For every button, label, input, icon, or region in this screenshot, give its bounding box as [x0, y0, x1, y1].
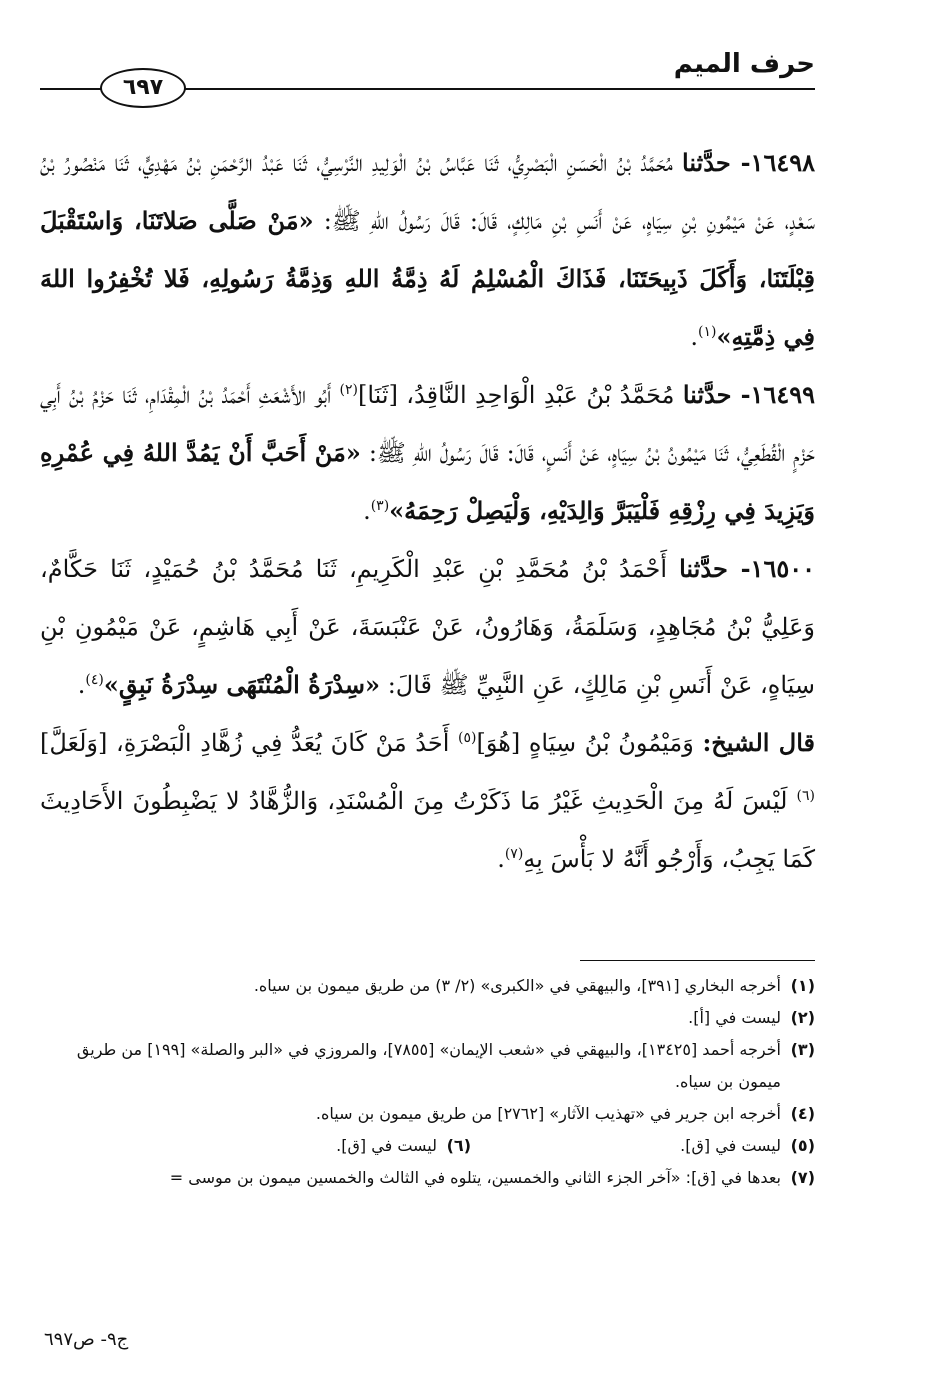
footnote-row	[40, 1130, 815, 1162]
page-header	[40, 40, 815, 110]
footnote-marker: (٣)	[370, 498, 390, 514]
footnote-text: بعدها في [ق]: «آخر الجزء الثاني والخمسين، يتلوه في الثالث والخمسين ميمون بن موسى =	[169, 1168, 781, 1187]
footnote-text: ليست في [ق].	[680, 1136, 781, 1155]
main-text	[40, 134, 815, 888]
footnotes	[40, 970, 815, 1194]
isnad-text: مُحَمَّدُ بْنُ الْحَسَنِ الْبَصْرِيُّ، ثَنَا عَبَّاسُ بْنُ الْوَلِيدِ النَّرْسِيُّ، ثَنَا عَبْدُ الرَّحْمَنِ بْنُ مَهْدِيٍّ، ثَنَا مَنْصُورُ بْنُ سَعْدٍ، عَنْ مَيْمُونِ بْنِ سِيَاهٍ، عَنْ أَنَسِ بْنِ مَالِكٍ، قَالَ: قَالَ رَسُولُ اللهِ ﷺ:	[40, 149, 816, 235]
hadith-number: ١٦٤٩٨	[750, 148, 815, 177]
footnote-number: (٥)	[790, 1136, 815, 1155]
footnote-marker: (٧)	[504, 846, 524, 862]
page-number: ٦٩٧	[100, 68, 186, 108]
volume-page-reference: ج٩- ص٦٩٧	[44, 1329, 129, 1350]
matn-text: «سِدْرَةُ الْمُنْتَهَى سِدْرَةُ نَبِقٍ»	[103, 670, 381, 699]
hadith-keyword: حدَّثنا	[682, 380, 732, 409]
footnote-5	[471, 1130, 815, 1162]
isnad-text: أَبُو الأَشْعَثِ أَحْمَدُ بْنُ الْمِقْدَامِ، ثَنَا حَزْمُ بْنُ أَبِي حَزْمٍ الْقُطَعِيُّ، ثَنَا مَيْمُونُ بْنُ سِيَاهٍ، عَنْ أَنَسٍ، قَالَ: قَالَ رَسُولُ اللهِ ﷺ:	[40, 381, 815, 467]
footnote-number: (٣)	[790, 1040, 815, 1059]
footnote-number: (١)	[790, 976, 815, 995]
footnote-7	[40, 1162, 815, 1194]
hadith-number: ١٦٥٠٠	[750, 554, 815, 583]
matn-text: «مَنْ صَلَّى صَلاتَنَا، وَاسْتَقْبَلَ قِبْلَتَنَا، وَأَكَلَ ذَبِيحَتَنَا، فَذَاكَ الْمُسْلِمُ لَهُ ذِمَّةُ اللهِ وَذِمَّةُ رَسُولِهِ، فَلا تُخْفِرُوا اللهَ فِي ذِمَّتِهِ»	[40, 206, 815, 351]
footnote-marker: (١)	[698, 324, 717, 340]
footnote-4	[40, 1098, 815, 1130]
hadith-keyword: حدَّثنا	[682, 148, 731, 177]
footnote-marker: (٦)	[796, 788, 815, 804]
matn-text: «مَنْ أَحَبَّ أَنْ يَمُدَّ اللهُ فِي عُمْرِهِ وَيَزِيدَ فِي رِزْقِهِ فَلْيَبَرَّ وَالِدَيْهِ، وَلْيَصِلْ رَحِمَهُ»	[40, 438, 815, 525]
footnote-6	[127, 1130, 471, 1162]
hadith-number: ١٦٤٩٩	[750, 380, 815, 409]
footnote-2	[40, 1002, 815, 1034]
footnote-3	[40, 1034, 815, 1098]
hadith-16498: ١٦٤٩٨- حدَّثنا مُحَمَّدُ بْنُ الْحَسَنِ الْبَصْرِيُّ، ثَنَا عَبَّاسُ بْنُ الْوَلِيدِ النَّرْسِيُّ، ثَنَا عَبْدُ الرَّحْمَنِ بْنُ مَهْدِيٍّ، ثَنَا مَنْصُورُ بْنُ سَعْدٍ، عَنْ مَيْمُونِ بْنِ سِيَاهٍ، عَنْ أَنَسِ بْنِ مَالِكٍ، قَالَ: قَالَ رَسُولُ اللهِ ﷺ: «مَنْ صَلَّى صَلاتَنَا، وَاسْتَقْبَلَ قِبْلَتَنَا، وَأَكَلَ ذَبِيحَتَنَا، فَذَاكَ الْمُسْلِمُ لَهُ ذِمَّةُ اللهِ وَذِمَّةُ رَسُولِهِ، فَلا تُخْفِرُوا اللهَ فِي ذِمَّتِهِ»$^{(١)}$.	[40, 148, 816, 351]
isnad-text: أَحْمَدُ بْنُ مُحَمَّدِ بْنِ عَبْدِ الْكَرِيمِ، ثَنَا مُحَمَّدُ بْنُ حُمَيْدٍ، ثَنَا حَكَّامٌ، وَعَلِيُّ بْنُ مُجَاهِدٍ، وَسَلَمَةُ، وَهَارُونُ، عَنْ عَنْبَسَةَ، عَنْ أَبِي هَاشِمٍ، عَنْ مَيْمُونِ بْنِ سِيَاهٍ، عَنْ أَنَسِ بْنِ مَالِكٍ، عَنِ النَّبِيِّ ﷺ قَالَ:	[40, 555, 815, 699]
sheikh-note: قال الشيخ: وَمَيْمُونُ بْنُ سِيَاهٍ [هُوَ]$^{(٥)}$ أَحَدُ مَنْ كَانَ يُعَدُّ فِي زُهَّادِ الْبَصْرَةِ، [وَلَعَلَّ]$^{(٦)}$ لَيْسَ لَهُ مِنَ الْحَدِيثِ غَيْرُ مَا ذَكَرْتُ مِنَ الْمُسْنَدِ، وَالزُّهَّادُ لا يَضْبِطُونَ الأَحَادِيثَ كَمَا يَجِبُ، وَأَرْجُو أَنَّهُ لا بَأْسَ بِهِ$^{(٧)}$.	[40, 728, 815, 873]
footnote-marker: (٤)	[85, 672, 104, 688]
footnote-number: (٦)	[446, 1136, 471, 1155]
footnote-number: (٢)	[790, 1008, 815, 1027]
footnote-marker: (٥)	[457, 730, 477, 746]
footnote-marker: (٢)	[339, 382, 358, 398]
footnote-text: أخرجه البخاري [٣٩١]، والبيهقي في «الكبرى» (٢/ ٣) من طريق ميمون بن سياه.	[253, 976, 781, 995]
hadith-16499: ١٦٤٩٩- حدَّثنا مُحَمَّدُ بْنُ عَبْدِ الْوَاحِدِ النَّاقِدُ، [ثَنَا]$^{(٢)}$ أَبُو الأَشْعَثِ أَحْمَدُ بْنُ الْمِقْدَامِ، ثَنَا حَزْمُ بْنُ أَبِي حَزْمٍ الْقُطَعِيُّ، ثَنَا مَيْمُونُ بْنُ سِيَاهٍ، عَنْ أَنَسٍ، قَالَ: قَالَ رَسُولُ اللهِ ﷺ: «مَنْ أَحَبَّ أَنْ يَمُدَّ اللهُ فِي عُمْرِهِ وَيَزِيدَ فِي رِزْقِهِ فَلْيَبَرَّ وَالِدَيْهِ، وَلْيَصِلْ رَحِمَهُ»$^{(٣)}$.	[40, 380, 815, 525]
hadith-keyword: حدَّثنا	[679, 554, 728, 583]
footnote-number: (٧)	[790, 1168, 815, 1187]
footnote-text: أخرجه أحمد [١٣٤٢٥]، والبيهقي في «شعب الإيمان» [٧٨٥٥]، والمروزي في «البر والصلة» [١٩٩] من طريق ميمون بن سياه.	[76, 1040, 781, 1091]
footnote-divider	[580, 960, 815, 961]
sheikh-label: قال الشيخ:	[702, 728, 815, 757]
footnote-text: أخرجه ابن جرير في «تهذيب الآثار» [٢٧٦٢] من طريق ميمون بن سياه.	[315, 1104, 781, 1123]
isnad-text: مُحَمَّدُ بْنُ عَبْدِ الْوَاحِدِ النَّاقِدُ، [ثَنَا]	[357, 381, 675, 409]
hadith-16500: ١٦٥٠٠- حدَّثنا أَحْمَدُ بْنُ مُحَمَّدِ بْنِ عَبْدِ الْكَرِيمِ، ثَنَا مُحَمَّدُ بْنُ حُمَيْدٍ، ثَنَا حَكَّامٌ، وَعَلِيُّ بْنُ مُجَاهِدٍ، وَسَلَمَةُ، وَهَارُونُ، عَنْ عَنْبَسَةَ، عَنْ أَبِي هَاشِمٍ، عَنْ مَيْمُونِ بْنِ سِيَاهٍ، عَنْ أَنَسِ بْنِ مَالِكٍ، عَنِ النَّبِيِّ ﷺ قَالَ: «سِدْرَةُ الْمُنْتَهَى سِدْرَةُ نَبِقٍ»$^{(٤)}$.	[40, 554, 815, 699]
chapter-title: حرف الميم	[673, 49, 815, 79]
footnote-number: (٤)	[790, 1104, 815, 1123]
footnote-text: ليست في [ق].	[336, 1136, 437, 1155]
footnote-1	[40, 970, 815, 1002]
footnote-text: ليست في [أ].	[688, 1008, 781, 1027]
